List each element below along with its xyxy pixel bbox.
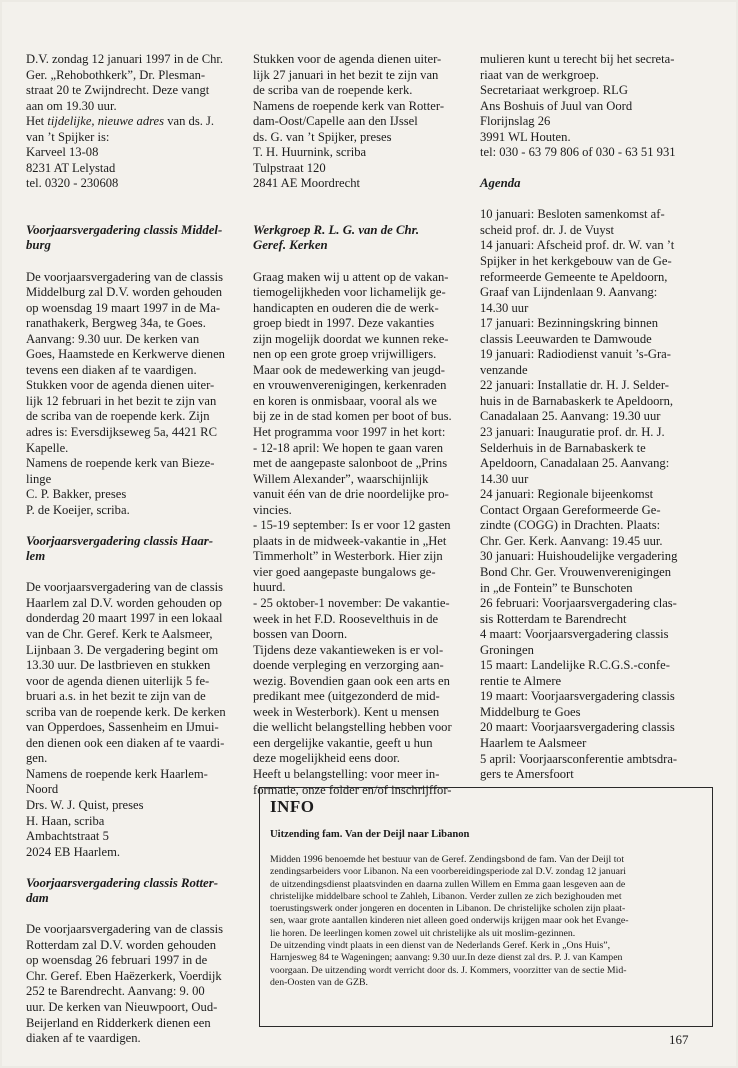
text-line: Florijnslag 26 [480, 114, 551, 129]
text-line: een dergelijke vakantie, geeft u hun [253, 735, 433, 750]
text-line: doende verpleging en verzorging aan- [253, 658, 444, 673]
spacer [253, 192, 471, 208]
heading-line: Voorjaarsvergadering classis Haar- [26, 533, 213, 548]
spacer [480, 161, 710, 177]
text-line: Beijerland en Ridderkerk dienen een [26, 1015, 211, 1030]
text-line: 14.30 uur [480, 471, 529, 486]
text-line: De voorjaarsvergadering van de classis [26, 922, 223, 937]
text-line: Namens de roepende kerk Haarlem- [26, 766, 208, 781]
text-line: straat 20 te Zwijndrecht. Deze vangt [26, 83, 210, 98]
heading-line: Voorjaarsvergadering classis Middel- [26, 222, 223, 237]
text-line: voorgaan. De uitzending wordt verricht door ds. J. Kommers, voorzitter van de sectie Mid- [270, 964, 627, 976]
text-line: tiemogelijkheden voor lichamelijk ge- [253, 285, 446, 300]
text-line: vanuit één van de drie noordelijke pro- [253, 487, 449, 502]
address-change-line [26, 114, 244, 130]
text-line: en vrouwenverenigingen, kerkenraden [253, 378, 447, 393]
text-line: Ger. „Rehobothkerk”, Dr. Plesman- [26, 67, 206, 82]
text-line: 3991 WL Houten. [480, 129, 571, 144]
text-line: 19 maart: Voorjaarsvergadering classis [480, 689, 675, 704]
text-line: 22 januari: Installatie dr. H. J. Selder- [480, 378, 669, 393]
text-line: mulieren kunt u terecht bij het secreta- [480, 52, 675, 66]
text-line: van de Chr. Geref. Kerk te Aalsmeer, [26, 627, 213, 641]
text-line: dam-Oost/Capelle aan den IJssel [253, 114, 418, 129]
text-line: Lijnbaan 3. De vergadering begint om [26, 642, 219, 657]
text-line: zindte (COGG) in Drachten. Plaats: [480, 518, 661, 533]
text-line: - 15-19 september: Is er voor 12 gasten [253, 518, 451, 533]
text-line: Aanvang: 9.30 uur. De kerken van [26, 331, 200, 346]
text-line: Midden 1996 benoemde het bestuur van de Geref. Zendingsbond de fam. Van der Deijl tot [270, 854, 625, 865]
text-line: toerustingswerk onder jongeren en docenten in Libanon. De christelijke scholen zijn plaat- [270, 903, 626, 915]
text-line: 23 januari: Inauguratie prof. dr. H. J. [480, 425, 665, 440]
text-line: De voorjaarsvergadering van de classis [26, 269, 223, 284]
text-line: Tijdens deze vakantieweken is er vol- [253, 642, 444, 657]
text-line: Bond Chr. Ger. Vrouwenverenigingen [480, 564, 672, 579]
text-line: 252 te Barendrecht. Aanvang: 9. 00 [26, 984, 205, 999]
heading-line: Werkgroep R. L. G. van de Chr. [253, 222, 420, 237]
text-line: donderdag 20 maart 1997 in een lokaal [26, 611, 223, 626]
spacer [26, 518, 244, 534]
text-line: voor de agenda dienen uiterlijk 5 fe- [26, 673, 210, 688]
section-body [26, 922, 244, 1046]
text-line: Harnjesweg 84 te Wageningen; aanvang: 9.30 uur.In deze dienst zal drs. P. J. van Kampen [270, 952, 623, 964]
text-line: met de aangepaste salonboot de „Prins [253, 456, 448, 471]
text-line: week in het F.D. Roosevelthuis in de [253, 611, 439, 626]
text-line: Drs. W. J. Quist, preses [26, 798, 144, 813]
text-line: T. H. Huurnink, scriba [253, 145, 367, 160]
text-line: Contact Orgaan Gereformeerde Ge- [480, 502, 661, 517]
text-line: Karveel 13-08 [26, 145, 99, 160]
text-line: handicapten en ouderen die de werk- [253, 300, 439, 315]
text-line: Chr. Ger. Kerk. Aanvang: 19.45 uur. [480, 533, 663, 548]
text-line: H. Haan, scriba [26, 813, 105, 828]
text-line: van ’t Spijker is: [26, 129, 110, 144]
text-line: Haarlem te Aalsmeer [480, 735, 587, 750]
info-title: INFO [270, 797, 315, 816]
italic-text: tijdelijke, nieuwe adres [47, 114, 165, 129]
text-line: 26 februari: Voorjaarsvergadering clas- [480, 596, 677, 611]
spacer [26, 207, 244, 223]
text-line: deze mogelijkheid eens door. [253, 751, 400, 766]
text-line: tevens een diaken af te vaardigen. [26, 362, 197, 377]
section-werkgroep-rlg [253, 223, 471, 798]
section-classis-haarlem [26, 534, 244, 860]
text-line: diaken af te vaardigen. [26, 1031, 141, 1046]
text-line: den dienen ook een diaken af te vaardi- [26, 735, 225, 750]
text-line: predikant mee (uitgezonderd de mid- [253, 689, 440, 704]
section-heading [26, 534, 244, 565]
text-line: Ans Boshuis of Juul van Oord [480, 98, 633, 113]
spacer [26, 565, 244, 581]
text-line: groep biedt in 1997. Deze vakanties [253, 316, 435, 331]
text-line: Secretariaat werkgroep. RLG [480, 83, 628, 98]
heading-line: Agenda [480, 176, 521, 191]
text-line: 4 maart: Voorjaarsvergadering classis [480, 627, 669, 642]
text-line: uur. De kerken van Nieuwpoort, Oud- [26, 1000, 218, 1015]
text-line: formatie, onze folder en/of inschrijffor- [253, 782, 452, 797]
section-heading [253, 223, 471, 254]
heading-line: Voorjaarsvergadering classis Rotter- [26, 875, 218, 890]
text-line: den-Oosten van de GZB. [270, 976, 368, 988]
text-line: D.V. zondag 12 januari 1997 in de Chr. [26, 52, 224, 66]
text-line: zendingsarbeiders voor Libanon. Na een voorbereidingsperiode zal D.V. zondag 12 januari [270, 866, 626, 878]
text-line: 2841 AE Moordrecht [253, 176, 361, 191]
text-line: gen. [26, 751, 48, 766]
spacer [480, 192, 710, 208]
info-subtitle: Uitzending fam. Van der Deijl naar Libanon [270, 829, 470, 840]
text-line: rentie te Almere [480, 673, 562, 688]
text-line: Kapelle. [26, 440, 69, 455]
section-classis-rotterdam [26, 876, 244, 1047]
heading-line: lem [26, 549, 46, 564]
section-classis-middelburg [26, 223, 244, 518]
text-line: Apeldoorn, Canadalaan 25. Aanvang: [480, 456, 670, 471]
text-line: Noord [26, 782, 59, 797]
text-line: ds. G. van ’t Spijker, preses [253, 129, 392, 144]
text-line: huis in de Barnabaskerk te Apeldoorn, [480, 393, 674, 408]
text-line: sis Rotterdam te Barendrecht [480, 611, 627, 626]
text-line: gers te Amersfoort [480, 767, 574, 782]
text-line: de uitzendingsdienst plaatsvinden en daarna zullen Willem en Emma gaan lesgeven aan de [270, 878, 626, 890]
text-line: Timmerholt” in Westerbork. Hier zijn [253, 549, 443, 564]
column-3-intro [480, 52, 710, 161]
text-line: 5 april: Voorjaarsconferentie ambtsdra- [480, 751, 678, 766]
section-agenda [480, 176, 710, 782]
text-line: in „de Fontein” te Bunschoten [480, 580, 633, 595]
text-line: 14.30 uur [480, 300, 529, 315]
text-line: Stukken voor de agenda dienen uiter- [26, 378, 215, 393]
text-line: scriba van de roepende kerk. De kerken [26, 704, 226, 719]
text-line: Namens de roepende kerk van Rotter- [253, 98, 445, 113]
text-line: linge [26, 471, 52, 486]
text-line: 30 januari: Huishoudelijke vergadering [480, 549, 678, 564]
text-span: van ds. J. [164, 114, 215, 129]
text-line: zijn mogelijk doordat we kunnen reke- [253, 331, 449, 346]
text-line: vier goed aangepaste bungalows ge- [253, 564, 436, 579]
text-line: lie horen. De leerlingen komen zowel uit christelijke als uit moslim-gezinnen. [270, 927, 576, 939]
text-line: Tulpstraat 120 [253, 160, 326, 175]
text-line: plaats in de midweek-vakantie in „Het [253, 533, 447, 548]
column-2 [253, 52, 471, 798]
info-body [270, 854, 700, 989]
text-line: nen op een grote groep vrijwilligers. [253, 347, 437, 362]
text-line: - 25 oktober-1 november: De vakantie- [253, 596, 450, 610]
text-line: 17 januari: Bezinningskring binnen [480, 316, 659, 331]
column-2-intro [253, 52, 471, 192]
text-line: die wellicht belangstelling hebben voor [253, 720, 452, 735]
heading-line: burg [26, 238, 51, 253]
text-line: Goes, Haamstede en Kerkwerve dienen [26, 347, 225, 362]
text-line: lijk 27 januari in het bezit te zijn van [253, 67, 439, 82]
text-line: riaat van de werkgroep. [480, 67, 599, 82]
text-line: bruari a.s. in het bezit te zijn van de [26, 689, 206, 704]
spacer [26, 254, 244, 270]
text-line: op woensdag 19 maart 1997 in de Ma- [26, 300, 221, 315]
text-line: De uitzending vindt plaats in een dienst van de Nederlands Geref. Kerk in „Ons Huis”, [270, 940, 611, 952]
section-body [26, 270, 244, 519]
text-line: Heeft u belangstelling: voor meer in- [253, 767, 440, 782]
agenda-list [480, 207, 710, 782]
column-3 [480, 52, 710, 783]
text-line: Chr. Geref. Eben Haëzerkerk, Voerdijk [26, 968, 222, 983]
text-line: Groningen [480, 642, 534, 657]
text-line: 13.30 uur. De lastbrieven en stukken [26, 658, 211, 673]
text-line: 10 januari: Besloten samenkomst af- [480, 207, 665, 222]
spacer [26, 907, 244, 923]
section-body [253, 270, 471, 799]
text-line: de scriba van de roepende kerk. Zijn [26, 409, 210, 424]
text-line: adres is: Eversdijkseweg 5a, 4421 RC [26, 424, 217, 439]
text-line: Rotterdam zal D.V. worden gehouden [26, 937, 217, 952]
text-line: Selderhuis in de Barnabaskerk te [480, 440, 646, 455]
text-line: 20 maart: Voorjaarsvergadering classis [480, 720, 675, 735]
text-line: 19 januari: Radiodienst vanuit ’s-Gra- [480, 347, 671, 362]
text-line: De voorjaarsvergadering van de classis [26, 580, 223, 595]
text-line: sen, waar grote aantallen kinderen niet alleen goed onderwijs krijgen maar ook het Evange- [270, 915, 629, 927]
text-line: Willem Alexander”, waarschijnlijk [253, 471, 429, 486]
text-line: 14 januari: Afscheid prof. dr. W. van ’t [480, 238, 675, 253]
text-line: wezig. Bovendien gaan ook een arts en [253, 673, 450, 688]
text-line: - 12-18 april: We hopen te gaan varen [253, 440, 444, 455]
spacer [26, 192, 244, 208]
text-line: ranathakerk, Bergweg 34a, te Goes. [26, 316, 206, 331]
section-body [26, 580, 244, 860]
text-line: de scriba van de roepende kerk. [253, 83, 413, 98]
heading-line: Geref. Kerken [253, 238, 328, 253]
text-line: Stukken voor de agenda dienen uiter- [253, 52, 442, 66]
text-line: venzande [480, 362, 528, 377]
text-line: week in Westerbork). Kent u mensen [253, 704, 440, 719]
text-line: 15 maart: Landelijke R.C.G.S.-confe- [480, 658, 670, 673]
text-line: aan om 19.30 uur. [26, 98, 117, 113]
text-line: Namens de roepende kerk van Bieze- [26, 456, 215, 471]
heading-line: dam [26, 891, 49, 906]
spacer [26, 860, 244, 876]
text-line: Maar ook de medewerking van jeugd- [253, 362, 445, 377]
text-line: scheid prof. dr. J. de Vuyst [480, 222, 615, 237]
text-line: Canadalaan 25. Aanvang: 19.30 uur [480, 409, 661, 424]
text-line: Haarlem zal D.V. worden gehouden op [26, 595, 222, 610]
section-heading [480, 176, 710, 192]
text-line: van Opperdoes, Sassenheim en IJmui- [26, 720, 219, 735]
spacer [253, 207, 471, 223]
text-line: huurd. [253, 580, 286, 595]
column-1 [26, 52, 244, 1047]
text-line: Graaf van Lijndenlaan 9. Aanvang: [480, 285, 658, 300]
text-line: christelijke middelbare school te Zahleh, Libanon. Verder zullen ze zich bezighouden met [270, 890, 622, 902]
text-line: P. de Koeijer, scriba. [26, 502, 130, 517]
text-line: 2024 EB Haarlem. [26, 844, 121, 859]
magazine-page [2, 2, 736, 1066]
text-line: Ambachtstraat 5 [26, 829, 109, 844]
info-box [259, 787, 713, 1027]
text-line: Spijker in het kerkgebouw van de Ge- [480, 254, 672, 269]
spacer [253, 254, 471, 270]
text-line: 8231 AT Lelystad [26, 160, 116, 175]
text-line: tel: 030 - 63 79 806 of 030 - 63 51 931 [480, 145, 676, 160]
text-span: Het [26, 114, 48, 129]
text-line: Graag maken wij u attent op de vakan- [253, 269, 449, 284]
text-line: en koren is onmisbaar, vooral als we [253, 393, 437, 408]
section-heading [26, 876, 244, 907]
text-line: bij ze in de stad komen per boot of bus. [253, 409, 452, 424]
text-line: op woensdag 26 februari 1997 in de [26, 953, 208, 968]
text-line: lijk 12 februari in het bezit te zijn van [26, 393, 217, 408]
section-heading [26, 223, 244, 254]
page-number: 167 [669, 1032, 689, 1047]
text-line: C. P. Bakker, preses [26, 487, 127, 502]
text-line: Middelburg zal D.V. worden gehouden [26, 285, 223, 300]
text-line: bossen van Doorn. [253, 627, 348, 642]
text-line: reformeerde Gemeente te Apeldoorn, [480, 269, 668, 284]
text-line: Middelburg te Goes [480, 704, 581, 719]
text-line: Het programma voor 1997 in het kort: [253, 424, 446, 439]
text-line: tel. 0320 - 230608 [26, 176, 119, 191]
column-1-intro [26, 52, 244, 192]
text-line: 24 januari: Regionale bijeenkomst [480, 487, 654, 502]
text-line: classis Leeuwarden te Damwoude [480, 331, 652, 346]
text-line: vincies. [253, 502, 292, 517]
